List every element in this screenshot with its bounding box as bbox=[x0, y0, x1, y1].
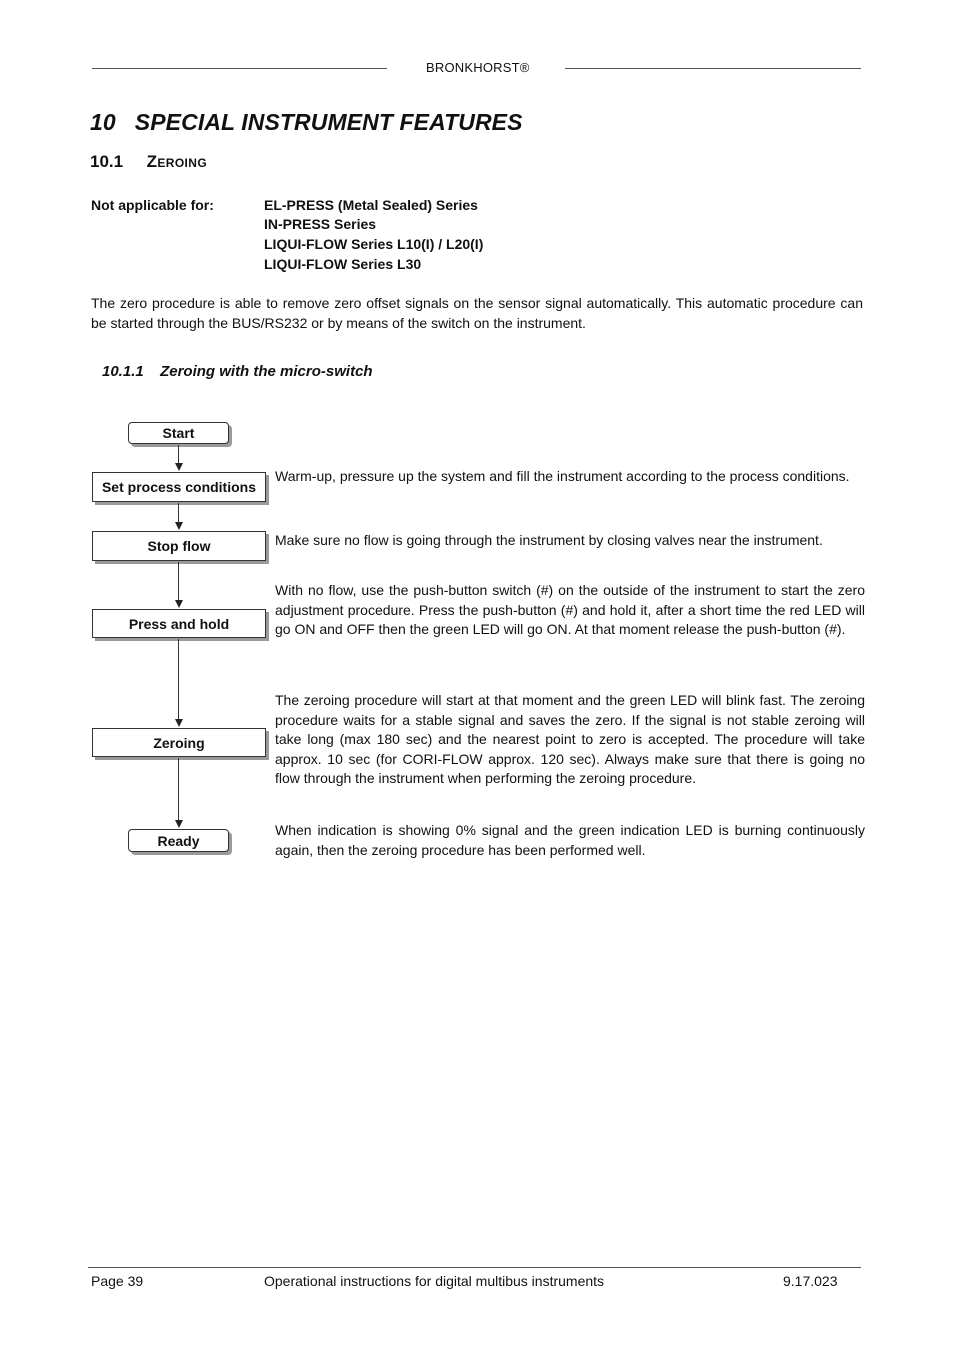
footer-rule bbox=[88, 1267, 861, 1268]
header-rule-right bbox=[565, 68, 861, 69]
footer-document-title: Operational instructions for digital multibus instruments bbox=[264, 1273, 605, 1289]
flow-step-press-and-hold: Press and hold bbox=[92, 609, 266, 638]
flow-arrow-icon bbox=[175, 463, 183, 471]
chapter-title: SPECIAL INSTRUMENT FEATURES bbox=[134, 109, 523, 135]
flow-connector bbox=[178, 503, 179, 524]
subsection-title: Zeroing with the micro-switch bbox=[160, 363, 373, 380]
not-applicable-item: EL-PRESS (Metal Sealed) Series bbox=[264, 197, 478, 213]
chapter-heading bbox=[90, 109, 523, 136]
footer-document-number: 9.17.023 bbox=[783, 1273, 838, 1289]
not-applicable-label: Not applicable for: bbox=[91, 197, 214, 213]
step-description-zeroing: The zeroing procedure will start at that moment and the green LED will blink fast. The zeroing procedure waits for a stable signal and saves the zero. If the signal is not stable zeroing will take long (max 180 sec) and the nearest point to zero is accepted. The procedure will take approx. 10 sec (for CORI-FLOW approx. 120 sec). Always make sure that there is going no flow through the instrument when performing the zeroing procedure. bbox=[275, 692, 865, 787]
flow-connector bbox=[178, 639, 179, 721]
step-description-set-process-conditions: Warm-up, pressure up the system and fill the instrument according to the process conditions. bbox=[275, 468, 850, 484]
flow-step-ready: Ready bbox=[128, 829, 229, 852]
section-heading bbox=[90, 152, 207, 172]
section-number: 10.1 bbox=[90, 152, 124, 171]
flow-connector bbox=[178, 758, 179, 822]
flow-arrow-icon bbox=[175, 719, 183, 727]
subsection-number: 10.1.1 bbox=[102, 363, 144, 380]
section-title: Zeroing bbox=[146, 152, 208, 171]
flow-step-start: Start bbox=[128, 422, 229, 444]
footer-page-number: Page 39 bbox=[91, 1273, 144, 1289]
chapter-number: 10 bbox=[90, 109, 116, 135]
not-applicable-item: LIQUI-FLOW Series L10(I) / L20(I) bbox=[264, 236, 484, 252]
flow-connector bbox=[178, 445, 179, 465]
flow-connector bbox=[178, 562, 179, 602]
flow-step-zeroing: Zeroing bbox=[92, 728, 266, 757]
header-brand: BRONKHORST® bbox=[426, 60, 530, 75]
flow-arrow-icon bbox=[175, 600, 183, 608]
flow-arrow-icon bbox=[175, 522, 183, 530]
step-description-ready: When indication is showing 0% signal and the green indication LED is burning continuously again, then the zeroing procedure has been performed well. bbox=[275, 822, 865, 858]
intro-paragraph: The zero procedure is able to remove zero offset signals on the sensor signal automatically. This automatic procedure can be started through the BUS/RS232 or by means of the switch on the instrument. bbox=[91, 295, 863, 331]
flow-arrow-icon bbox=[175, 820, 183, 828]
not-applicable-item: IN-PRESS Series bbox=[264, 216, 377, 232]
header-rule-left bbox=[92, 68, 387, 69]
not-applicable-item: LIQUI-FLOW Series L30 bbox=[264, 256, 422, 272]
step-description-stop-flow: Make sure no flow is going through the instrument by closing valves near the instrument. bbox=[275, 532, 823, 548]
step-description-press-and-hold: With no flow, use the push-button switch (#) on the outside of the instrument to start the zero adjustment procedure. Press the push-button (#) and hold it, after a short time the red LED will go ON and OFF then the green LED will go ON. At that moment release the push-button (#). bbox=[275, 582, 865, 638]
subsection-heading bbox=[102, 363, 373, 380]
flow-step-stop-flow: Stop flow bbox=[92, 531, 266, 561]
flow-step-set-process-conditions: Set process conditions bbox=[92, 472, 266, 502]
